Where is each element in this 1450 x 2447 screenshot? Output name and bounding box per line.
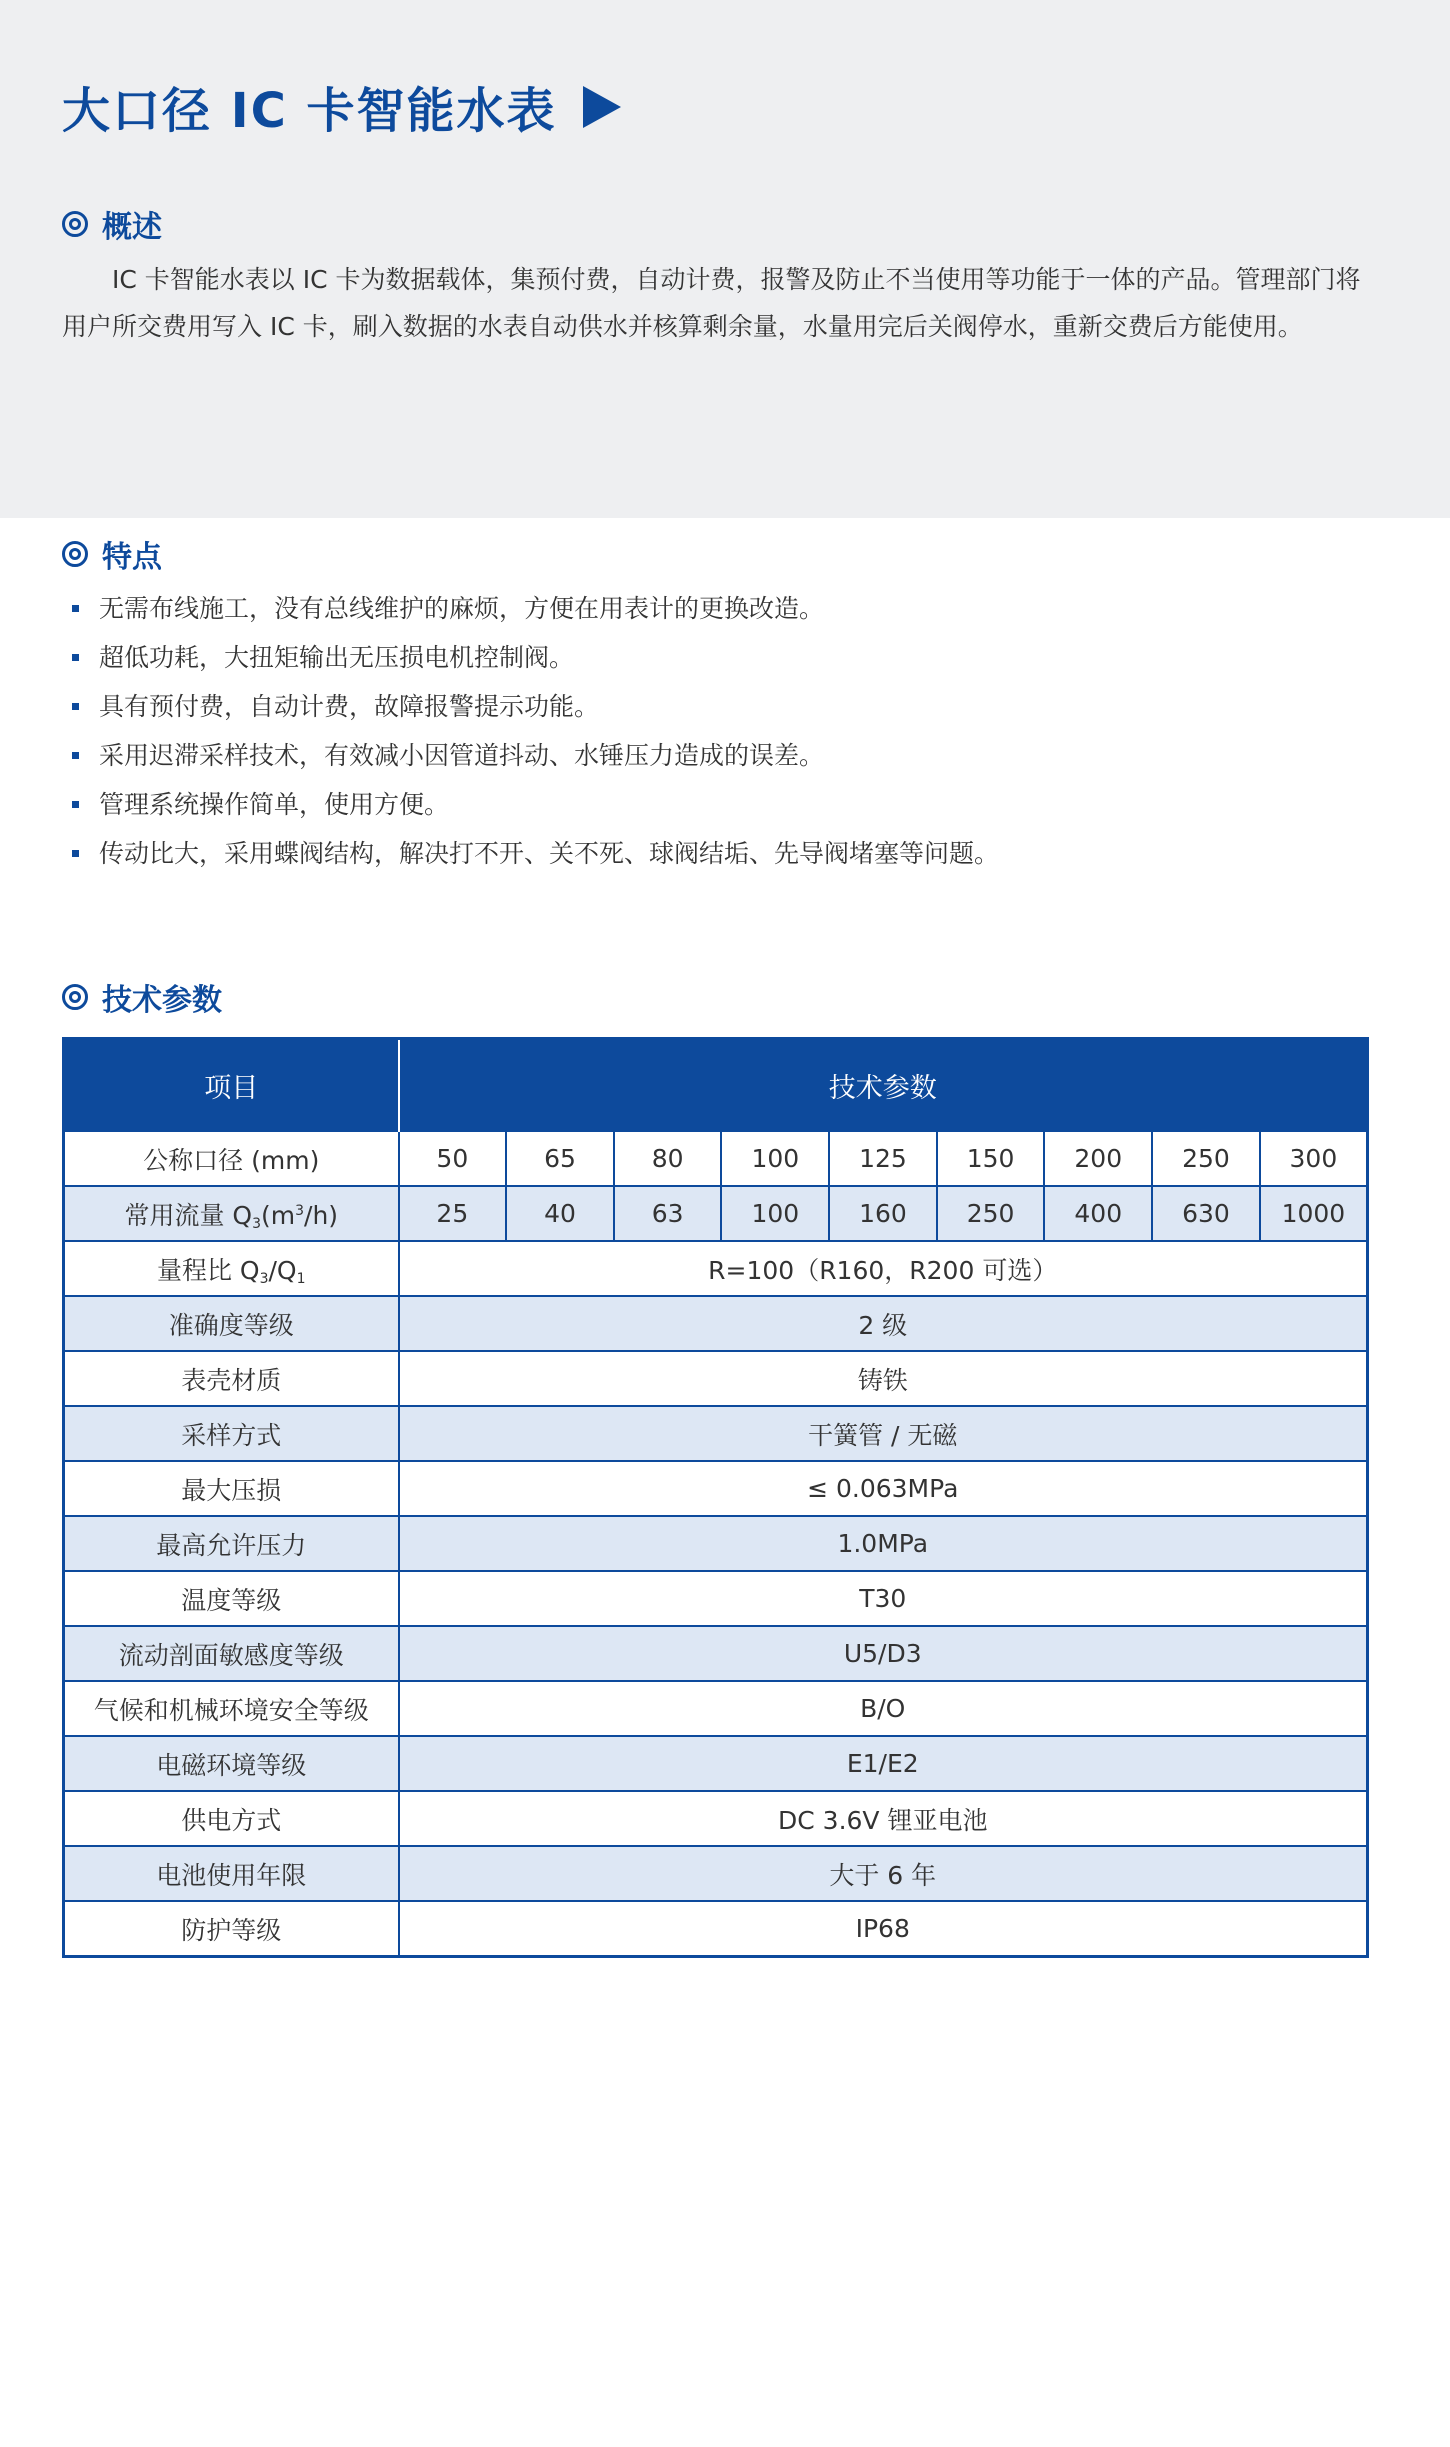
row-value: 铸铁 [399, 1351, 1368, 1406]
feature-item [62, 829, 1362, 878]
row-label: 最大压损 [64, 1461, 399, 1516]
table-row [64, 1791, 1368, 1846]
header-item: 项目 [64, 1039, 399, 1132]
table-row [64, 1351, 1368, 1406]
bullet-icon [72, 703, 79, 710]
feature-item [62, 731, 1362, 780]
row-label: 采样方式 [64, 1406, 399, 1461]
label-part: /h) [304, 1200, 339, 1230]
table-header-row [64, 1039, 1368, 1132]
feature-text: 无需布线施工，没有总线维护的麻烦，方便在用表计的更换改造。 [99, 594, 825, 623]
nominal-diameter-cell: 80 [614, 1131, 722, 1186]
row-value: T30 [399, 1571, 1368, 1626]
features-list [62, 584, 1362, 878]
nominal-diameter-cell: 125 [829, 1131, 937, 1186]
play-arrow-icon [583, 86, 621, 128]
double-circle-icon [62, 211, 88, 237]
table-row [64, 1626, 1368, 1681]
feature-text: 超低功耗，大扭矩输出无压损电机控制阀。 [99, 643, 575, 672]
feature-item [62, 633, 1362, 682]
bullet-icon [72, 605, 79, 612]
table-row [64, 1516, 1368, 1571]
common-flow-cell: 100 [721, 1186, 829, 1241]
features-heading [62, 532, 162, 576]
row-label: 表壳材质 [64, 1351, 399, 1406]
label-subscript: 3 [252, 1215, 261, 1232]
table-row [64, 1736, 1368, 1791]
common-flow-cell: 63 [614, 1186, 722, 1241]
common-flow-cell: 250 [937, 1186, 1045, 1241]
table-row [64, 1406, 1368, 1461]
table-row [64, 1241, 1368, 1296]
table-row [64, 1296, 1368, 1351]
double-circle-icon [62, 984, 88, 1010]
overview-paragraph: IC 卡智能水表以 IC 卡为数据载体，集预付费，自动计费，报警及防止不当使用等功能于一体的产品。管理部门将用户所交费用写入 IC 卡，刷入数据的水表自动供水并核算剩余量，水量用完后关阀停水，重新交费后方能使用。 [62, 265, 1361, 341]
feature-item [62, 780, 1362, 829]
common-flow-cell: 25 [399, 1186, 507, 1241]
row-label [64, 1241, 399, 1296]
nominal-diameter-cell: 250 [1152, 1131, 1260, 1186]
common-flow-cell: 1000 [1260, 1186, 1368, 1241]
label-part: (m [260, 1200, 296, 1230]
row-label: 供电方式 [64, 1791, 399, 1846]
table-row [64, 1131, 1368, 1186]
label-subscript: 3 [259, 1270, 269, 1287]
header-param: 技术参数 [399, 1039, 1368, 1132]
table-row [64, 1571, 1368, 1626]
feature-text: 管理系统操作简单，使用方便。 [99, 790, 450, 819]
bullet-icon [72, 752, 79, 759]
row-value: ≤ 0.063MPa [399, 1461, 1368, 1516]
page-title [62, 72, 621, 141]
table-row [64, 1681, 1368, 1736]
feature-item [62, 682, 1362, 731]
overview-heading-text: 概述 [102, 210, 162, 245]
row-label: 温度等级 [64, 1571, 399, 1626]
nominal-diameter-cell: 150 [937, 1131, 1045, 1186]
overview-heading [62, 202, 162, 246]
nominal-diameter-cell: 50 [399, 1131, 507, 1186]
row-label: 气候和机械环境安全等级 [64, 1681, 399, 1736]
row-label: 流动剖面敏感度等级 [64, 1626, 399, 1681]
nominal-diameter-cell: 65 [506, 1131, 614, 1186]
row-value: 1.0MPa [399, 1516, 1368, 1571]
table-row [64, 1846, 1368, 1901]
common-flow-cell: 40 [506, 1186, 614, 1241]
feature-text: 传动比大，采用蝶阀结构，解决打不开、关不死、球阀结垢、先导阀堵塞等问题。 [99, 839, 1000, 868]
row-value: IP68 [399, 1901, 1368, 1957]
row-label: 防护等级 [64, 1901, 399, 1957]
table-row [64, 1461, 1368, 1516]
nominal-diameter-cell: 100 [721, 1131, 829, 1186]
row-label: 电磁环境等级 [64, 1736, 399, 1791]
common-flow-cell: 400 [1044, 1186, 1152, 1241]
specs-heading [62, 975, 222, 1019]
page-title-text: 大口径 IC 卡智能水表 [62, 83, 557, 139]
nominal-diameter-cell: 200 [1044, 1131, 1152, 1186]
feature-text: 具有预付费，自动计费，故障报警提示功能。 [99, 692, 600, 721]
label-part: 常用流量 Q [124, 1200, 253, 1230]
common-flow-cell: 160 [829, 1186, 937, 1241]
bullet-icon [72, 801, 79, 808]
row-value: DC 3.6V 锂亚电池 [399, 1791, 1368, 1846]
double-circle-icon [62, 541, 88, 567]
row-value: 干簧管 / 无磁 [399, 1406, 1368, 1461]
row-label: 最高允许压力 [64, 1516, 399, 1571]
bullet-icon [72, 850, 79, 857]
label-superscript: 3 [295, 1202, 305, 1219]
row-label: 准确度等级 [64, 1296, 399, 1351]
label-subscript: 1 [296, 1270, 306, 1287]
features-heading-text: 特点 [102, 540, 162, 575]
label-part: /Q [268, 1255, 297, 1285]
row-value: B/O [399, 1681, 1368, 1736]
feature-text: 采用迟滞采样技术，有效减小因管道抖动、水锤压力造成的误差。 [99, 741, 825, 770]
row-value: E1/E2 [399, 1736, 1368, 1791]
row-value: 2 级 [399, 1296, 1368, 1351]
spec-table [62, 1037, 1369, 1958]
row-label: 公称口径 (mm) [64, 1131, 399, 1186]
row-value: 大于 6 年 [399, 1846, 1368, 1901]
row-value: U5/D3 [399, 1626, 1368, 1681]
label-part: 量程比 Q [156, 1255, 260, 1285]
row-label: 电池使用年限 [64, 1846, 399, 1901]
row-value: R=100（R160，R200 可选） [399, 1241, 1368, 1296]
common-flow-cell: 630 [1152, 1186, 1260, 1241]
nominal-diameter-cell: 300 [1260, 1131, 1368, 1186]
bullet-icon [72, 654, 79, 661]
row-label [64, 1186, 399, 1241]
table-row [64, 1901, 1368, 1957]
feature-item [62, 584, 1362, 633]
table-row [64, 1186, 1368, 1241]
specs-heading-text: 技术参数 [102, 983, 222, 1018]
